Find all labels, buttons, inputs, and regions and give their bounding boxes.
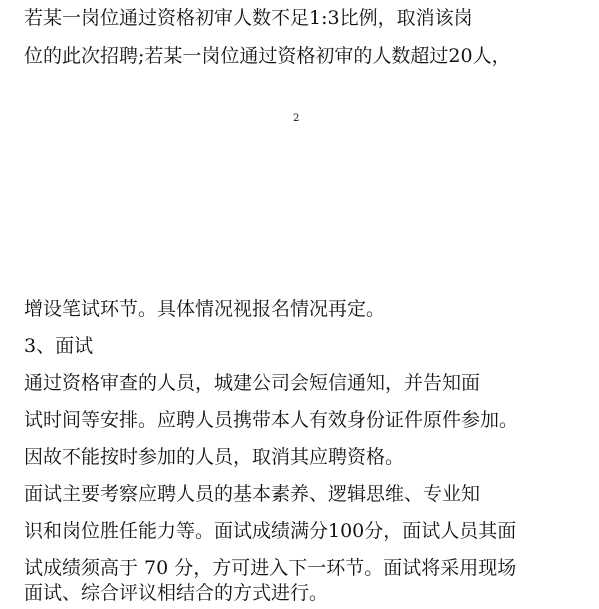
paragraph-line: 因故不能按时参加的人员，取消其应聘资格。 [24, 446, 405, 468]
paragraph-line: 通过资格审查的人员，城建公司会短信通知，并告知面 [24, 372, 481, 394]
paragraph-line: 面试主要考察应聘人员的基本素养、逻辑思维、专业知 [24, 483, 481, 505]
paragraph-line: 试成绩须高于 70 分，方可进入下一环节。面试将采用现场 [24, 557, 517, 579]
paragraph-line: 面试、综合评议相结合的方式进行。 [24, 582, 329, 604]
paragraph-line: 位的此次招聘;若某一岗位通过资格初审的人数超过20人， [24, 45, 511, 67]
section-heading: 3、面试 [24, 335, 94, 357]
paragraph-line: 若某一岗位通过资格初审人数不足1:3比例，取消该岗 [24, 7, 473, 29]
paragraph-line: 识和岗位胜任能力等。面试成绩满分100分，面试人员其面 [24, 520, 517, 542]
page-number: 2 [293, 113, 300, 124]
paragraph-line: 增设笔试环节。具体情况视报名情况再定。 [24, 298, 386, 320]
paragraph-line: 试时间等安排。应聘人员携带本人有效身份证件原件参加。 [24, 409, 519, 431]
